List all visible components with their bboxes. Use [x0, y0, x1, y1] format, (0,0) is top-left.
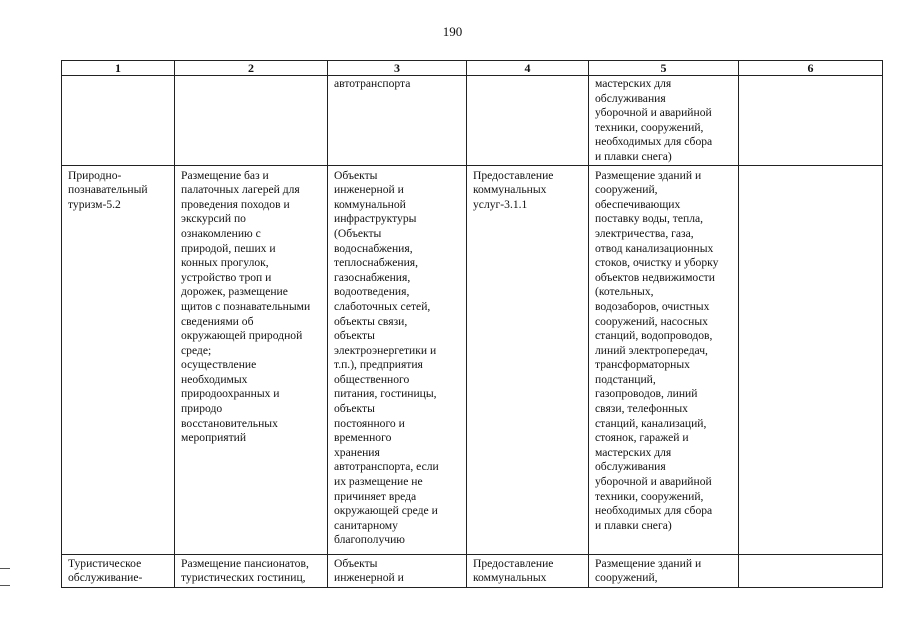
table-cell: Предоставление коммунальных — [467, 554, 589, 587]
table-cell — [467, 76, 589, 166]
table-row — [62, 554, 883, 587]
table-cell: мастерских для обслуживания уборочной и аварийной техники, сооружений, необходимых для сбора и плавки снега) — [589, 76, 739, 166]
table-cell: Размещение зданий и сооружений, — [589, 554, 739, 587]
table-cell — [175, 76, 328, 166]
column-header: 3 — [328, 61, 467, 76]
table-cell — [62, 76, 175, 166]
page-number: 190 — [442, 24, 463, 39]
land-use-table — [61, 60, 883, 588]
table-cell: Размещение баз и палаточных лагерей для проведения походов и экскурсий по ознакомлению с природой, пеших и конных прогулок, устройство троп и дорожек, размещение щитов с познавательными сведениями об окружающей природной среде; осуществление необходимых природоохранных и природо восстановительных мероприятий — [175, 165, 328, 554]
scan-margin-mark — [0, 585, 10, 586]
table-cell: Размещение зданий и сооружений, обеспечивающих поставку воды, тепла, электричества, газа, отвод канализационных стоков, очистку и уборку объектов недвижимости (котельных, водозаборов, очистных сооружений, насосных станций, водопроводов, линий электропередач, трансформаторных подстанций, газопроводов, линий связи, телефонных станций, канализаций, стоянок, гаражей и мастерских для обслуживания уборочной и аварийной техники, сооружений, необходимых для сбора и плавки снега) — [589, 165, 739, 554]
scan-margin-mark — [0, 568, 10, 569]
table-cell: Объекты инженерной и — [328, 554, 467, 587]
table-row — [62, 76, 883, 166]
column-header: 4 — [467, 61, 589, 76]
table-cell: Предоставление коммунальных услуг-3.1.1 — [467, 165, 589, 554]
table-cell: Природно- познавательный туризм-5.2 — [62, 165, 175, 554]
column-header: 1 — [62, 61, 175, 76]
table-cell — [739, 165, 883, 554]
column-header: 5 — [589, 61, 739, 76]
table-cell: Туристическое обслуживание- — [62, 554, 175, 587]
table-cell — [739, 554, 883, 587]
table-cell: Размещение пансионатов, туристических гостиниц, — [175, 554, 328, 587]
column-header: 6 — [739, 61, 883, 76]
table-cell: Объекты инженерной и коммунальной инфраструктуры (Объекты водоснабжения, теплоснабжения, газоснабжения, водоотведения, слаботочных сетей, объекты связи, объекты электроэнергетики и т.п.), предприятия общественного питания, гостиницы, объекты постоянного и временного хранения автотранспорта, если их размещение не причиняет вреда окружающей среде и санитарному благополучию — [328, 165, 467, 554]
table-cell: автотранспорта — [328, 76, 467, 166]
table-row — [62, 165, 883, 554]
table-cell — [739, 76, 883, 166]
column-header: 2 — [175, 61, 328, 76]
table-header-row — [62, 61, 883, 76]
